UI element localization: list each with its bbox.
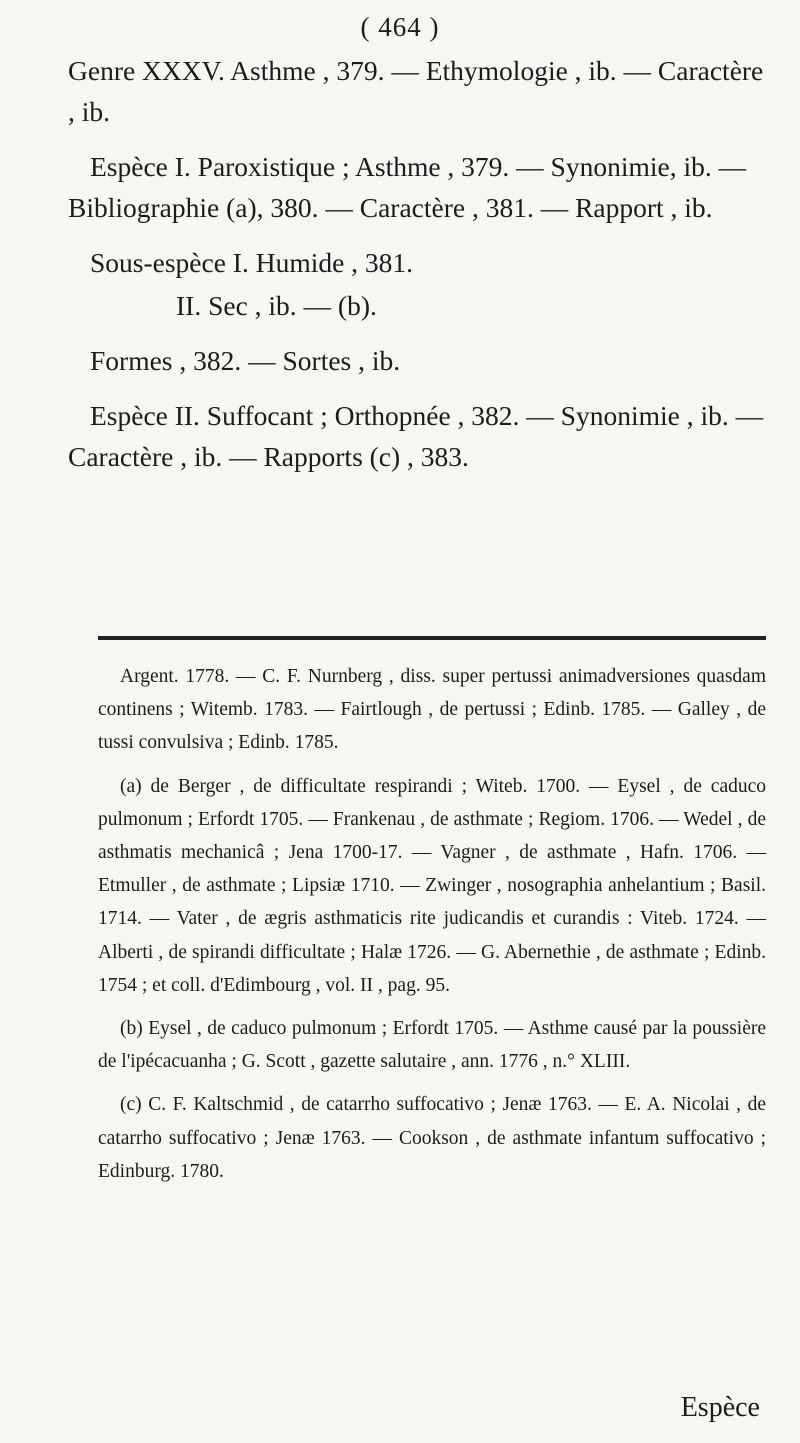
entry-sous-espece-1: Sous-espèce I. Humide , 381. xyxy=(90,247,414,278)
catchword: Espèce xyxy=(680,1392,760,1423)
entry-espece-1: Espèce I. Paroxistique ; Asthme , 379. — Synonimie, ib. — Bibliographie (a), 380. — Caractère , 381. — Rapport , ib. xyxy=(68,151,747,223)
entry-genre: Genre XXXV. Asthme , 379. — Ethymologie , ib. — Caractère , ib. xyxy=(68,55,764,127)
divider-rule xyxy=(98,636,766,640)
note-a: (a) de Berger , de difficultate respirandi ; Witeb. 1700. — Eysel , de caduco pulmonum ; Erfordt 1705. — Frankenau , de asthmate ; Regiom. 1706. — Wedel , de asthmatis mechanicâ ; Jena 1700-17. — Vagner , de asthmate , Hafn. 1706. — Etmuller , de asthmate ; Lipsiæ 1710. — Zwinger , nosographia anhelantium ; Basil. 1714. — Vater , de ægris asthmaticis rite judicandis et curandis : Viteb. 1724. — Alberti , de spirandi difficultate ; Halæ 1726. — G. Abernethie , de asthmate ; Edinb. 1754 ; et coll. d'Edimbourg , vol. II , pag. 95. xyxy=(98,775,766,996)
index-entries xyxy=(68,50,768,491)
note-c: (c) C. F. Kaltschmid , de catarrho suffocativo ; Jenæ 1763. — E. A. Nicolai , de catarrho suffocativo ; Jenæ 1763. — Cookson , de asthmate infantum suffocativo ; Edinburg. 1780. xyxy=(98,1094,766,1182)
entry-espece-2: Espèce II. Suffocant ; Orthopnée , 382. — Synonimie , ib. — Caractère , ib. — Rapports (c) , 383. xyxy=(68,400,764,472)
entry-formes: Formes , 382. — Sortes , ib. xyxy=(90,345,401,376)
page-number: ( 464 ) xyxy=(360,12,440,42)
footnotes xyxy=(98,660,766,1198)
note-b: (b) Eysel , de caduco pulmonum ; Erfordt 1705. — Asthme causé par la poussière de l'ipécacuanha ; G. Scott , gazette salutaire , ann. 1776 , n.° XLIII. xyxy=(98,1018,766,1073)
note-argent: Argent. 1778. — C. F. Nurnberg , diss. super pertussi animadversiones quasdam continens ; Witemb. 1783. — Fairtlough , de pertussi ; Edinb. 1785. — Galley , de tussi convulsiva ; Edinb. 1785. xyxy=(98,666,766,754)
entry-sous-espece-2: II. Sec , ib. — (b). xyxy=(176,290,377,321)
